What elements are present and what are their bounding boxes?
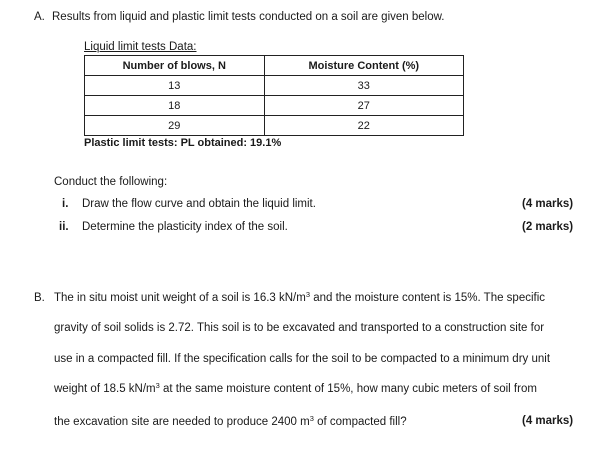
item-i-number: i. bbox=[62, 198, 69, 210]
section-b-line-2: gravity of soil solids is 2.72. This soil is to be excavated and transported to a construction site for bbox=[54, 322, 545, 334]
table-row bbox=[85, 116, 464, 136]
superscript: 3 bbox=[309, 414, 314, 423]
section-a-intro: Results from liquid and plastic limit tests conducted on a soil are given below. bbox=[52, 11, 445, 23]
liquid-limit-table-caption: Liquid limit tests Data: bbox=[84, 41, 197, 53]
table-row bbox=[85, 76, 464, 96]
section-b-label: B. bbox=[34, 292, 45, 304]
conduct-heading: Conduct the following: bbox=[54, 176, 168, 188]
cell-moisture: 33 bbox=[264, 76, 463, 96]
section-b-line-5 bbox=[54, 416, 407, 428]
liquid-limit-table bbox=[84, 55, 464, 136]
line-text: at the same moisture content of 15%, how many cubic meters of soil from bbox=[159, 383, 537, 395]
table-row bbox=[85, 96, 464, 116]
item-i-marks: (4 marks) bbox=[522, 198, 574, 210]
section-b-line-1 bbox=[54, 292, 545, 304]
superscript: 3 bbox=[305, 290, 310, 299]
line-text: and the moisture content is 15%. The specific bbox=[310, 292, 546, 304]
cell-blows: 29 bbox=[85, 116, 265, 136]
cell-moisture: 27 bbox=[264, 96, 463, 116]
section-a-label: A. bbox=[34, 11, 45, 23]
cell-blows: 13 bbox=[85, 76, 265, 96]
plastic-limit-text: Plastic limit tests: PL obtained: 19.1% bbox=[84, 137, 282, 149]
cell-moisture: 22 bbox=[264, 116, 463, 136]
section-b-marks: (4 marks) bbox=[522, 415, 574, 427]
item-ii-marks: (2 marks) bbox=[522, 221, 574, 233]
item-ii-text: Determine the plasticity index of the soil. bbox=[82, 221, 288, 233]
header-blows: Number of blows, N bbox=[85, 56, 265, 76]
superscript: 3 bbox=[155, 381, 160, 390]
item-ii-number: ii. bbox=[59, 221, 69, 233]
line-text: The in situ moist unit weight of a soil is 16.3 kN/m bbox=[54, 292, 306, 304]
cell-blows: 18 bbox=[85, 96, 265, 116]
line-text: weight of 18.5 kN/m bbox=[54, 383, 156, 395]
section-b-line-3: use in a compacted fill. If the specification calls for the soil to be compacted to a minimum dry unit bbox=[54, 353, 551, 365]
section-b-line-4 bbox=[54, 383, 537, 395]
table-header-row bbox=[85, 56, 464, 76]
line-text: the excavation site are needed to produce 2400 m bbox=[54, 416, 310, 428]
line-text: of compacted fill? bbox=[313, 416, 407, 428]
header-moisture: Moisture Content (%) bbox=[264, 56, 463, 76]
item-i-text: Draw the flow curve and obtain the liquid limit. bbox=[82, 198, 316, 210]
